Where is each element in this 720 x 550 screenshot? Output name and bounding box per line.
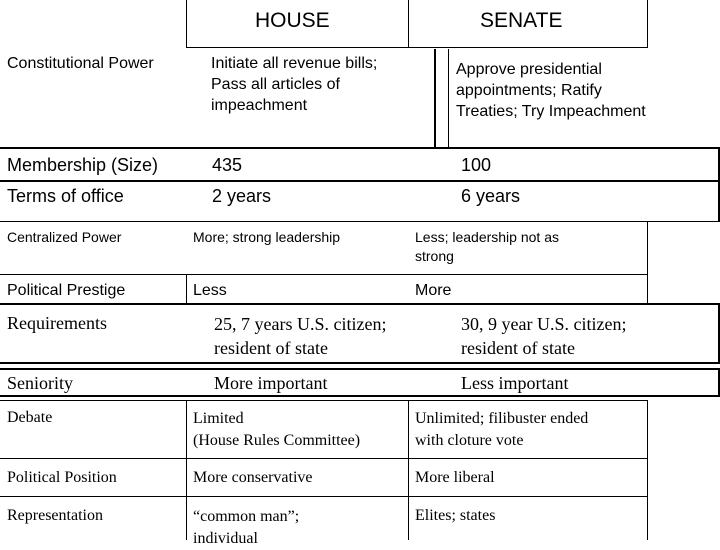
senate-seniority: Less important <box>461 373 569 393</box>
house-political-prestige: Less <box>193 282 227 299</box>
divider <box>647 0 648 48</box>
senate-representation: Elites; states <box>415 507 496 524</box>
divider <box>647 222 648 303</box>
divider <box>408 400 409 540</box>
row-label-representation: Representation <box>7 507 103 524</box>
divider <box>0 362 720 364</box>
row-label-requirements: Requirements <box>7 313 107 333</box>
divider <box>186 47 648 48</box>
senate-header: SENATE <box>480 9 563 32</box>
divider <box>0 368 720 370</box>
house-constitutional-power: Initiate all revenue bills; Pass all articles of impeachment <box>211 55 378 114</box>
senate-centralized-power: Less; leadership not as strong <box>415 229 559 264</box>
divider <box>0 400 648 401</box>
divider <box>0 221 720 222</box>
house-requirements: 25, 7 years U.S. citizen; resident of state <box>214 314 387 358</box>
senate-terms: 6 years <box>461 186 521 206</box>
house-membership: 435 <box>212 155 243 175</box>
senate-political-position: More liberal <box>415 469 495 486</box>
house-debate: Limited (House Rules Committee) <box>193 410 361 449</box>
divider <box>647 400 648 540</box>
divider <box>448 49 449 147</box>
row-label-terms: Terms of office <box>7 186 124 206</box>
house-centralized-power: More; strong leadership <box>193 229 341 245</box>
divider <box>0 303 720 305</box>
divider <box>0 147 720 149</box>
house-representation: “common man”; individual <box>193 508 300 547</box>
house-political-position: More conservative <box>193 469 313 486</box>
senate-constitutional-power: Approve presidential appointments; Ratify Treaties; Try Impeachment <box>456 61 646 120</box>
divider <box>408 0 409 48</box>
divider <box>0 458 648 459</box>
senate-debate: Unlimited; filibuster ended with cloture vote <box>415 410 589 449</box>
row-label-debate: Debate <box>7 409 53 426</box>
row-label-political-prestige: Political Prestige <box>7 282 126 299</box>
senate-requirements: 30, 9 year U.S. citizen; resident of state <box>461 314 627 358</box>
row-label-membership: Membership (Size) <box>7 155 159 175</box>
house-seniority: More important <box>214 373 328 393</box>
row-label-centralized-power: Centralized Power <box>7 229 122 245</box>
divider <box>434 49 436 147</box>
senate-membership: 100 <box>461 155 492 175</box>
divider <box>0 180 720 182</box>
row-label-political-position: Political Position <box>7 469 117 486</box>
divider <box>0 274 648 275</box>
row-label-constitutional-power: Constitutional Power <box>7 55 154 72</box>
senate-political-prestige: More <box>415 282 452 299</box>
house-terms: 2 years <box>212 186 272 206</box>
divider <box>186 274 187 303</box>
row-label-seniority: Seniority <box>7 373 73 393</box>
divider <box>186 400 187 540</box>
divider <box>0 395 720 397</box>
house-header: HOUSE <box>255 9 330 32</box>
divider <box>186 0 187 48</box>
divider <box>0 496 648 497</box>
